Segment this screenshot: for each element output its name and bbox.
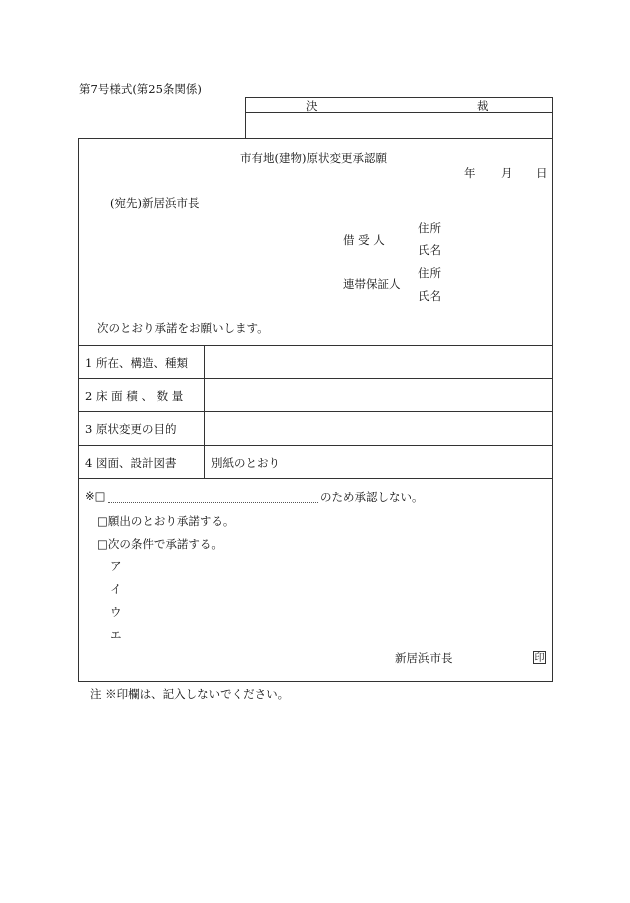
date-year: 年	[464, 166, 476, 180]
table-line	[78, 445, 553, 446]
decision-prefix: ※□	[85, 489, 106, 503]
table-top-line	[78, 345, 553, 346]
row-value-drawings: 別紙のとおり	[211, 456, 280, 470]
condition-a: ア	[110, 559, 122, 573]
condition-i: イ	[110, 582, 122, 596]
date-day: 日	[536, 166, 548, 180]
approval-ket: 決	[306, 99, 318, 113]
table-line	[78, 378, 553, 379]
reason-dotted-line[interactable]	[108, 502, 318, 503]
borrower-address-label: 住所	[418, 221, 441, 235]
form-frame	[78, 138, 553, 682]
seal-icon: 印	[534, 653, 545, 664]
condition-e: エ	[110, 628, 122, 642]
borrower-label: 借 受 人	[343, 233, 385, 247]
approval-box	[245, 97, 553, 139]
row-label-floor-area: 2 床 面 積 、 数 量	[85, 389, 184, 403]
request-text: 次のとおり承諾をお願いします。	[97, 321, 269, 335]
row-label-purpose: 3 原状変更の目的	[85, 422, 177, 436]
guarantor-name-label: 氏名	[418, 289, 441, 303]
approval-divider	[245, 112, 553, 113]
mayor-signature: 新居浜市長	[395, 651, 453, 665]
condition-u: ウ	[110, 605, 122, 619]
approve-as-requested[interactable]: □願出のとおり承諾する。	[97, 514, 235, 528]
row-label-location: 1 所在、構造、種類	[85, 356, 188, 370]
borrower-name-label: 氏名	[418, 243, 441, 257]
form-title: 市有地(建物)原状変更承認願	[240, 151, 387, 165]
date-month: 月	[501, 166, 513, 180]
table-bottom-line	[78, 478, 553, 479]
row-label-drawings: 4 図面、設計図書	[85, 456, 177, 470]
approval-sai: 裁	[477, 99, 489, 113]
guarantor-address-label: 住所	[418, 266, 441, 280]
footer-note: 注 ※印欄は、記入しないでください。	[90, 687, 290, 701]
table-column-divider	[204, 345, 205, 478]
guarantor-label: 連帯保証人	[343, 277, 401, 291]
reject-suffix: のため承認しない。	[320, 490, 424, 504]
form-number: 第7号様式(第25条関係)	[79, 82, 202, 96]
table-line	[78, 411, 553, 412]
approve-with-conditions[interactable]: □次の条件で承諾する。	[97, 537, 223, 551]
addressee: (宛先)新居浜市長	[110, 196, 200, 210]
